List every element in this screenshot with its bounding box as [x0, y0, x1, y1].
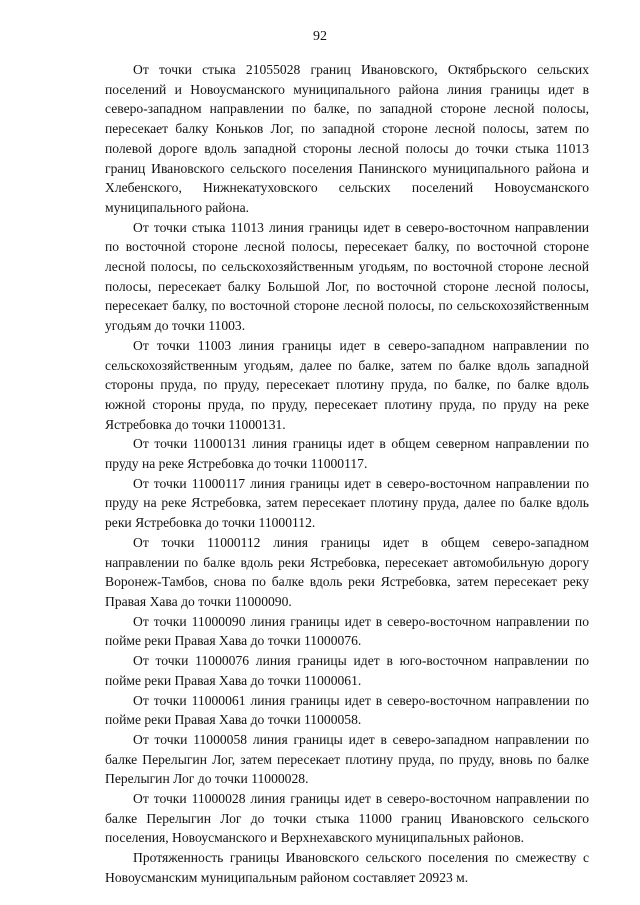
- paragraph: От точки стыка 11013 линия границы идет в северо-восточном направлении по восточной стороне лесной полосы, пересекает балку, по восточной стороне лесной полосы, по сельскохозяйственным угодьям, по восточной стороне лесной полосы, пересекает балку Большой Лог, по восточной стороне лесной полосы, пересекает балку, по восточной стороне лесной полосы, по сельскохозяйственным угодьям до точки 11003.: [105, 219, 589, 334]
- paragraph: От точки 11000090 линия границы идет в северо-восточном направлении по пойме реки Правая Хава до точки 11000076.: [105, 613, 589, 649]
- paragraph: От точки 11000112 линия границы идет в общем северо-западном направлении по балке вдоль реки Ястребовка, пересекает автомобильную дорогу Воронеж-Тамбов, снова по балке вдоль реки Ястребовка, затем пересекает реку Правая Хава до точки 11000090.: [105, 534, 589, 609]
- paragraph: От точки 11000061 линия границы идет в северо-восточном направлении по пойме реки Правая Хава до точки 11000058.: [105, 692, 589, 728]
- paragraph: От точки стыка 21055028 границ Ивановского, Октябрьского сельских поселений и Новоусманского муниципального района линия границы идет в северо-западном направлении по балке, по западной стороне лесной полосы, пересекает балку Коньков Лог, по западной стороне лесной полосы, затем по полевой дороге вдоль западной стороны лесной полосы до точки стыка 11013 границ Ивановского сельского поселения Панинского муниципального района и Хлебенского, Нижнекатуховского сельских поселений Новоусманского муниципального района.: [105, 62, 589, 215]
- paragraph: От точки 11000058 линия границы идет в северо-западном направлении по балке Перелыгин Лог, затем пересекает плотину пруда, по пруду, вновь по балке Перелыгин Лог до точки 11000028.: [105, 731, 589, 787]
- paragraph: От точки 11003 линия границы идет в северо-западном направлении по сельскохозяйственным угодьям, далее по балке, затем по балке вдоль западной стороны пруда, по пруду, пересекает плотину пруда, по балке, по балке вдоль южной стороны пруда, по пруду, пересекает плотину пруда, по пруду на реке Ястребовка до точки 11000131.: [105, 337, 589, 432]
- paragraph: От точки 11000076 линия границы идет в юго-восточном направлении по пойме реки Правая Хава до точки 11000061.: [105, 653, 589, 688]
- paragraph: От точки 11000117 линия границы идет в северо-восточном направлении по пруду на реке Ястребовка, затем пересекает плотину пруда, далее по балке вдоль реки Ястребовка до точки 11000112.: [105, 475, 589, 531]
- document-body: [105, 60, 589, 888]
- page-number: 92: [313, 29, 327, 44]
- paragraph: От точки 11000131 линия границы идет в общем северном направлении по пруду на реке Ястребовка до точки 11000117.: [105, 436, 589, 472]
- paragraph: Протяженность границы Ивановского сельского поселения по смежеству с Новоусманским муниципальным районом составляет 20923 м.: [105, 850, 589, 885]
- paragraph: От точки 11000028 линия границы идет в северо-восточном направлении по балке Перелыгин Лог до точки стыка 11000 границ Ивановского сельского поселения, Новоусманского и Верхнехавского муниципальных районов.: [105, 791, 589, 846]
